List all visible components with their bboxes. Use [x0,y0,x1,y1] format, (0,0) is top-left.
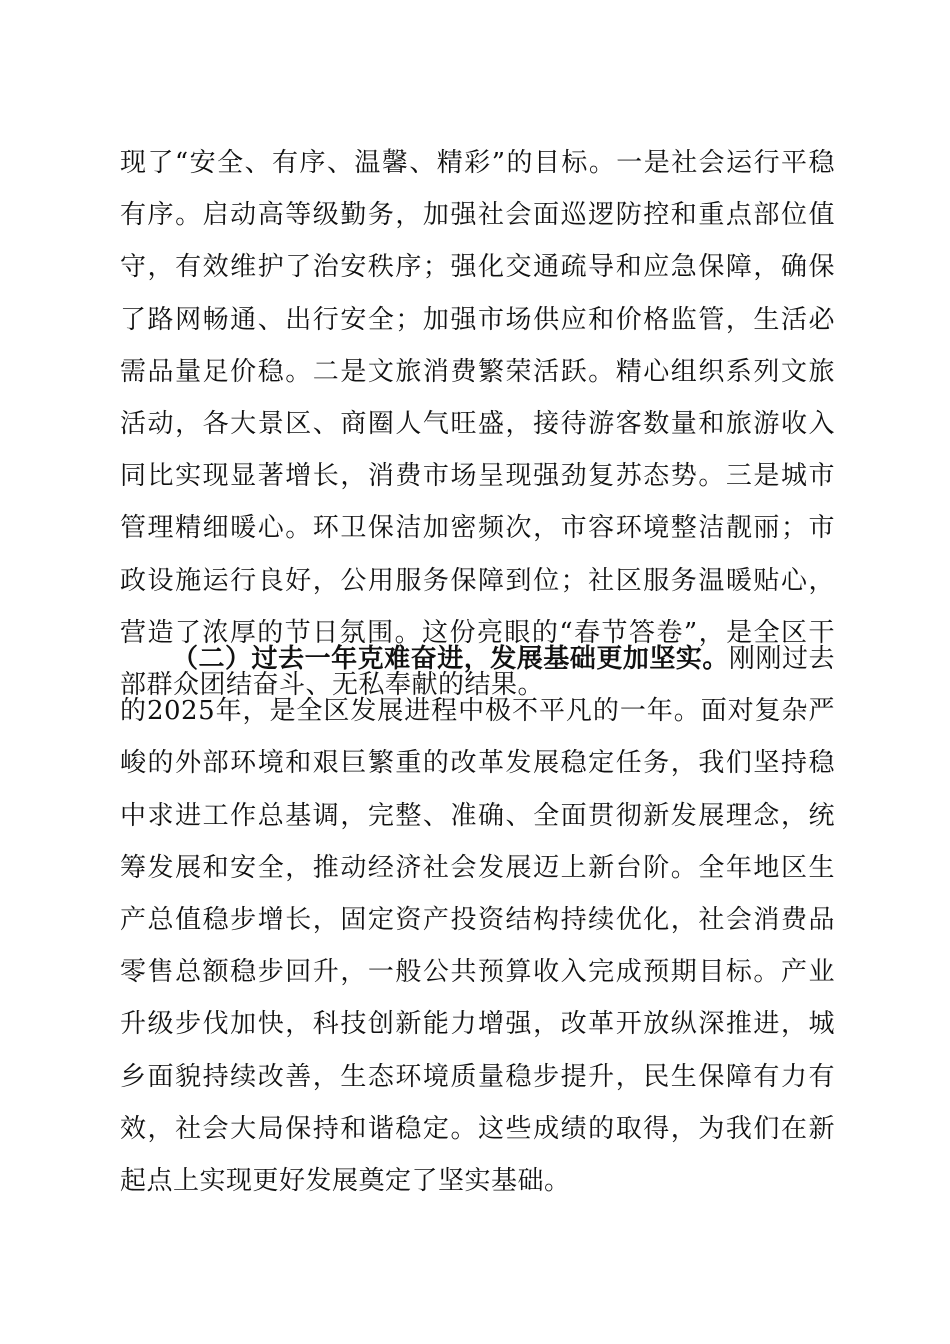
section-body-2: 刚刚过去的2025年，是全区发展进程中极不平凡的一年。面对复杂严峻的外部环境和艰巨繁重的改革发展稳定任务，我们坚持稳中求进工作总基调，完整、准确、全面贯彻新发展理念，统筹发展和安全，推动经济社会发展迈上新台阶。全年地区生产总值稳步增长，固定资产投资结构持续优化，社会消费品零售总额稳步回升，一般公共预算收入完成预期目标。产业升级步伐加快，科技创新能力增强，改革开放纵深推进，城乡面貌持续改善，生态环境质量稳步提升，民生保障有力有效，社会大局保持和谐稳定。这些成绩的取得，为我们在新起点上实现更好发展奠定了坚实基础。 [120,644,835,1197]
section-heading-2: （二）过去一年克难奋进，发展基础更加坚实。 [172,644,729,674]
body-paragraph-1: 现了“安全、有序、温馨、精彩”的目标。一是社会运行平稳有序。启动高等级勤务，加强社会面巡逻防控和重点部位值守，有效维护了治安秩序；强化交通疏导和应急保障，确保了路网畅通、出行安全；加强市场供应和价格监管，生活必需品量足价稳。二是文旅消费繁荣活跃。精心组织系列文旅活动，各大景区、商圈人气旺盛，接待游客数量和旅游收入同比实现显著增长，消费市场呈现强劲复苏态势。三是城市管理精细暖心。环卫保洁加密频次，市容环境整洁靓丽；市政设施运行良好，公用服务保障到位；社区服务温暖贴心，营造了浓厚的节日氛围。这份亮眼的“春节答卷”，是全区干部群众团结奋斗、无私奉献的结果。 [120,148,835,701]
body-paragraph-2 [120,633,835,1207]
